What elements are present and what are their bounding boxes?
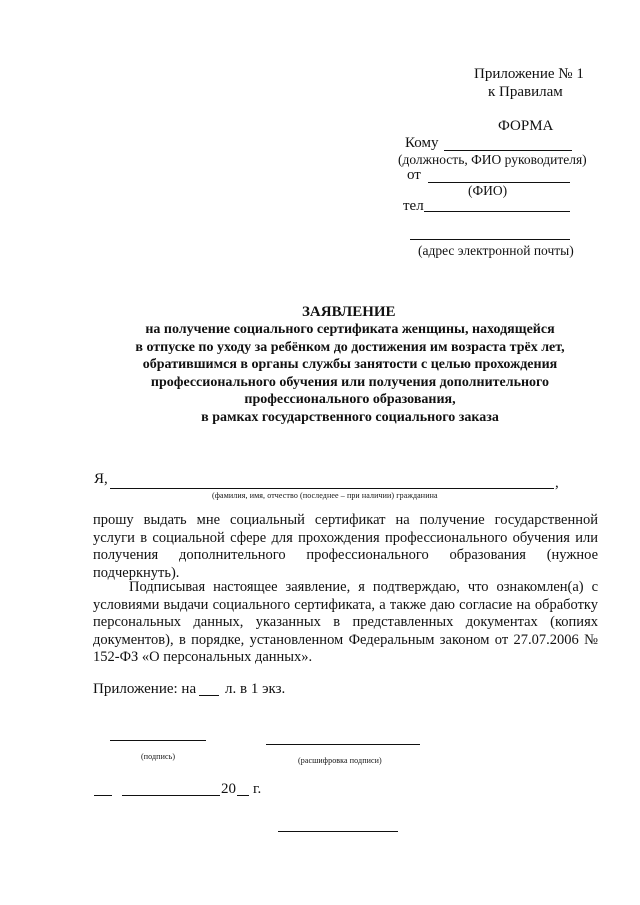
subtitle-line: на получение социального сертификата женщины, находящейся (145, 322, 555, 337)
signature-decode-caption: (расшифровка подписи) (298, 756, 382, 765)
consent-text: Подписывая настоящее заявление, я подтверждаю, что ознакомлен(а) с условиями выдачи социального сертификата, а также даю согласие на обработку персональных данных, указанных в представленных документах (копиях документов), в порядке, установленном Федеральным законом от 27.07.2006 № 152-ФЗ «О персональных данных». (93, 579, 598, 665)
to-line (444, 150, 572, 151)
subtitle-line: обратившимся в органы службы занятости с целью прохождения (142, 357, 558, 372)
date-month-line (122, 795, 220, 796)
attachment-pages-line (199, 695, 219, 696)
date-year-suffix: г. (253, 781, 262, 797)
applicant-name-caption: (фамилия, имя, отчество (последнее – при наличии) гражданина (212, 491, 438, 500)
consent-paragraph (93, 579, 598, 667)
document-subtitle (100, 321, 600, 426)
signature-decode-line (266, 744, 420, 745)
to-caption: (должность, ФИО руководителя) (398, 152, 587, 167)
subtitle-line: в отпуске по уходу за ребёнком до достижения им возраста трёх лет, (135, 339, 565, 355)
date-day-line (94, 795, 112, 796)
email-caption: (адрес электронной почты) (418, 243, 574, 258)
date-year-line (237, 795, 249, 796)
attachment-prefix: Приложение: на (93, 681, 197, 697)
signature-line (110, 740, 206, 741)
appendix-number: Приложение № 1 (474, 66, 584, 82)
document-heading: ЗАЯВЛЕНИЕ (302, 304, 396, 320)
subtitle-line: в рамках государственного социального заказа (201, 409, 499, 425)
form-label: ФОРМА (498, 118, 554, 134)
phone-label: тел (403, 198, 424, 214)
appendix-rules: к Правилам (488, 84, 563, 100)
from-label: от (407, 167, 421, 183)
applicant-name-line (110, 488, 554, 489)
date-year-prefix: 20 (221, 781, 236, 797)
attachment-suffix: л. в 1 экз. (225, 681, 286, 697)
bottom-line (278, 831, 398, 832)
subtitle-line: профессионального образования, (244, 392, 456, 407)
to-label: Кому (405, 135, 439, 151)
applicant-comma: , (555, 475, 559, 491)
subtitle-line: профессионального обучения или получения дополнительного (150, 374, 550, 390)
signature-caption: (подпись) (141, 752, 176, 761)
email-line (410, 239, 570, 240)
from-caption: (ФИО) (468, 183, 508, 198)
i-label: Я, (94, 471, 108, 487)
phone-line (424, 211, 570, 212)
request-paragraph (93, 512, 598, 582)
request-text: прошу выдать мне социальный сертификат на получение государственной услуги в социальной сфере для прохождения профессионального обучения или получения дополнительного профессионального образования (нужное подчеркнуть). (93, 512, 598, 581)
